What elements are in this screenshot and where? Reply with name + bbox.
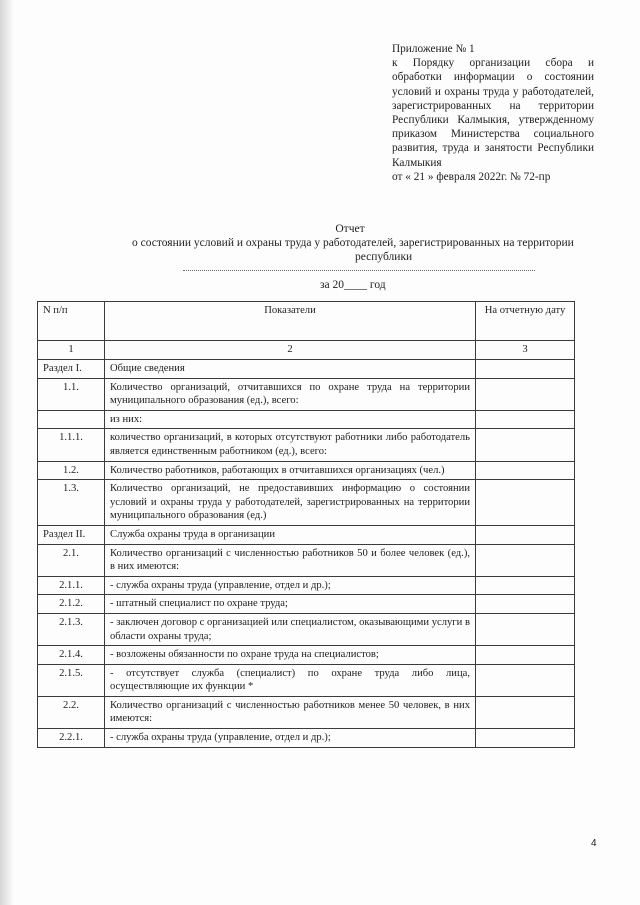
row-indicator-text: - служба охраны труда (управление, отдел и др.);: [105, 729, 476, 748]
table-row: [38, 664, 575, 696]
report-title: Отчет: [335, 223, 365, 235]
row-indicator-text: - возложены обязанности по охране труда на специалистов;: [105, 646, 476, 665]
header-number: N п/п: [38, 302, 105, 341]
report-subtitle-continued: республики: [355, 251, 413, 263]
row-indicator-text: - отсутствует служба (специалист) по охране труда либо лица, осуществляющие их функции *: [105, 664, 476, 696]
table-row: [38, 576, 575, 595]
row-value-cell: [476, 461, 575, 480]
table-body: [38, 360, 575, 748]
row-number: 2.1.: [38, 544, 105, 576]
table-row: [38, 429, 575, 461]
row-indicator-text: - заключен договор с организацией или специалистом, оказывающими услуги в области охраны труда;: [105, 613, 476, 645]
row-value-cell: [476, 729, 575, 748]
row-number: 2.1.4.: [38, 646, 105, 665]
table-row: [38, 613, 575, 645]
table-row: [38, 544, 575, 576]
column-number-row: [38, 341, 575, 360]
scan-edge-shadow: [0, 0, 14, 905]
row-number: Раздел II.: [38, 525, 105, 544]
report-period: за 20____ год: [320, 279, 386, 291]
header-report-date: На отчетную дату: [476, 302, 575, 341]
row-indicator-text: Количество работников, работающих в отчитавшихся организациях (чел.): [105, 461, 476, 480]
row-value-cell: [476, 480, 575, 526]
row-value-cell: [476, 613, 575, 645]
row-number: 2.2.: [38, 696, 105, 728]
page-number: 4: [591, 838, 597, 849]
row-number: 2.2.1.: [38, 729, 105, 748]
row-number: 2.1.3.: [38, 613, 105, 645]
row-number: 1.1.1.: [38, 429, 105, 461]
row-value-cell: [476, 595, 575, 614]
section-row: [38, 360, 575, 379]
row-value-cell: [476, 664, 575, 696]
row-number: 2.1.1.: [38, 576, 105, 595]
table-row: [38, 378, 575, 410]
row-indicator-text: - служба охраны труда (управление, отдел и др.);: [105, 576, 476, 595]
row-value-cell: [476, 360, 575, 379]
row-value-cell: [476, 576, 575, 595]
row-indicator-text: Количество организаций, отчитавшихся по охране труда на территории муниципального образования (ед.), всего:: [105, 378, 476, 410]
row-number: 2.1.2.: [38, 595, 105, 614]
annex-body: к Порядку организации сбора и обработки информации о состоянии условий и охраны труда у работодателей, зарегистрированных на территории Республики Калмыкия, утвержденному приказом Министерства социального развития, труда и занятости Республики Калмыкия: [392, 57, 594, 169]
row-indicator-text: Количество организаций, не предоставивших информацию о состоянии условий и охраны труда у работодателей, зарегистрированных на территории муниципального образования (ед.): [105, 480, 476, 526]
row-indicator-text: из них:: [105, 410, 476, 429]
report-table: [37, 301, 575, 748]
column-number: 2: [105, 341, 476, 360]
table-row: [38, 595, 575, 614]
row-indicator-text: Общие сведения: [105, 360, 476, 379]
annex-date: от « 21 » февраля 2022г. № 72-пр: [392, 170, 551, 183]
row-indicator-text: - штатный специалист по охране труда;: [105, 595, 476, 614]
row-indicator-text: Количество организаций с численностью работников 50 и более человек (ед.), в них имеются:: [105, 544, 476, 576]
table-row: [38, 696, 575, 728]
row-indicator-text: Количество организаций с численностью работников менее 50 человек, в них имеются:: [105, 696, 476, 728]
row-value-cell: [476, 544, 575, 576]
row-indicator-text: Служба охраны труда в организации: [105, 525, 476, 544]
table-row: [38, 461, 575, 480]
annex-title: Приложение № 1: [392, 43, 475, 55]
row-number: [38, 410, 105, 429]
column-number: 3: [476, 341, 575, 360]
row-number: Раздел I.: [38, 360, 105, 379]
row-number: 1.1.: [38, 378, 105, 410]
table-header-row: [38, 302, 575, 341]
row-value-cell: [476, 646, 575, 665]
table-row: [38, 480, 575, 526]
report-subtitle: о состоянии условий и охраны труда у работодателей, зарегистрированных на территории: [132, 237, 574, 249]
row-value-cell: [476, 410, 575, 429]
table-row: [38, 410, 575, 429]
table-row: [38, 729, 575, 748]
section-row: [38, 525, 575, 544]
row-value-cell: [476, 378, 575, 410]
report-title-block: [100, 222, 600, 264]
row-value-cell: [476, 696, 575, 728]
row-number: 1.3.: [38, 480, 105, 526]
row-value-cell: [476, 525, 575, 544]
row-number: 2.1.5.: [38, 664, 105, 696]
row-number: 1.2.: [38, 461, 105, 480]
header-indicators: Показатели: [105, 302, 476, 341]
table-row: [38, 646, 575, 665]
annex-block: [392, 42, 594, 184]
column-number: 1: [38, 341, 105, 360]
region-fill-line: [183, 270, 535, 271]
row-indicator-text: количество организаций, в которых отсутствуют работники либо работодатель является единственным работником (ед.), всего:: [105, 429, 476, 461]
row-value-cell: [476, 429, 575, 461]
